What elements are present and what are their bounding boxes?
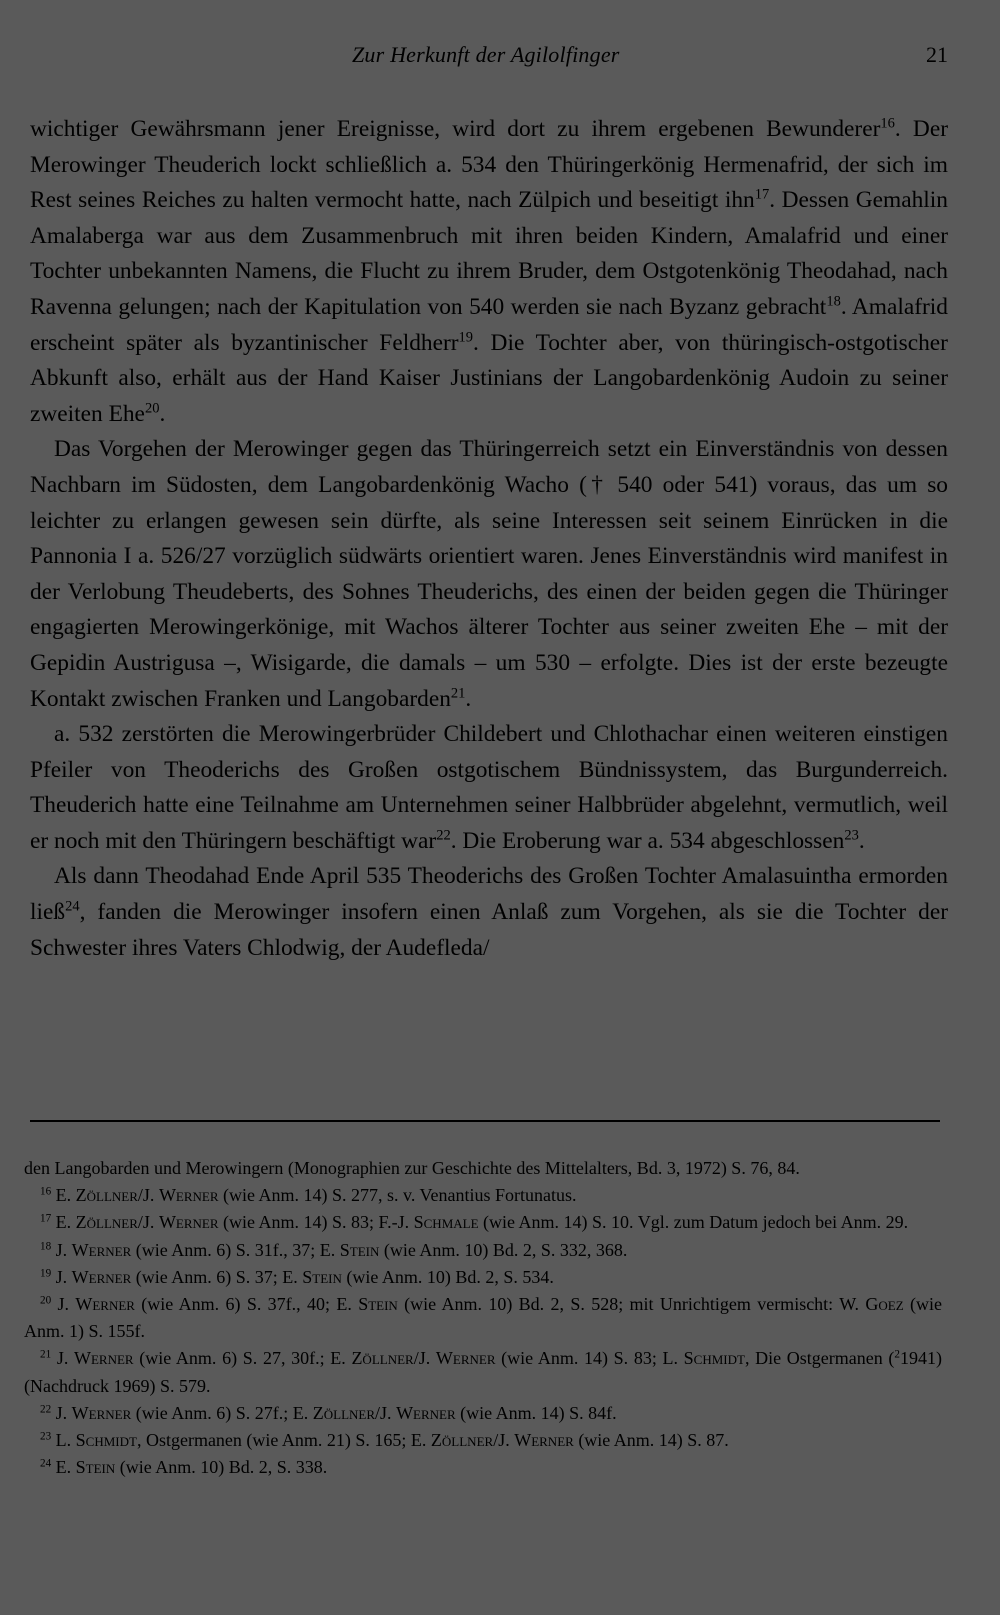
text-run: a. 532 zerstörten die Merowingerbrüder Childebert und Chlothachar einen weiteren einstigen Pfeiler von Theoderichs des Großen ostgotischem Bündnissystem, das Burgunderreich. Theuderich hatte eine Teilnahme am Unternehmen seiner Halbbrüder abgelehnt, vermutlich, weil er noch mit den Thüringern beschäftigt war xyxy=(30,721,948,854)
text-run: (wie Anm. 10) Bd. 2, S. 528; mit Unrichtigem vermischt: W. xyxy=(397,1294,866,1315)
footnote-number: 23 xyxy=(40,1430,52,1443)
text-run: J. xyxy=(55,1239,72,1260)
author-name: Werner xyxy=(74,1348,134,1369)
text-run: . Der Merowinger Theuderich lockt schließlich a. 534 den Thüringerkönig Hermenafrid, der sich im Rest seines Reiches zu halten vermocht hatte, nach Zülpich und beseitigt ihn xyxy=(30,116,948,214)
author-name: Stein xyxy=(302,1266,342,1287)
text-run: , Die Ostgermanen ( xyxy=(744,1348,895,1369)
text-run: . Amalafrid erscheint später als byzantinischer Feldherr xyxy=(30,293,948,356)
text-run: J. xyxy=(55,1266,72,1287)
footnote xyxy=(24,1427,942,1454)
text-run: (wie Anm. 14) S. 10. Vgl. zum Datum jedoch bei Anm. 29. xyxy=(478,1212,909,1233)
footnote-marker: 24 xyxy=(65,898,80,915)
text-run: J. xyxy=(56,1348,74,1369)
footnote-number: 19 xyxy=(40,1267,52,1280)
text-run: (wie Anm. 6) S. 37; E. xyxy=(131,1266,303,1287)
text-run: . xyxy=(858,827,865,854)
paragraph xyxy=(30,112,948,432)
text-run: (wie Anm. 6) S. 37f., 40; E. xyxy=(134,1294,359,1315)
text-run: . Dessen Gemahlin Amalaberga war aus dem Zusammenbruch mit ihren beiden Kindern, Amalafrid und einer Tochter unbekannten Namens, die Flucht zu ihrem Bruder, dem Ostgotenkönig Theodahad, nach Ravenna gelungen; nach der Kapitulation von 540 werden sie nach Byzanz gebracht xyxy=(30,187,948,320)
author-name: Schmidt xyxy=(75,1430,137,1451)
paragraph xyxy=(30,432,948,717)
footnote xyxy=(24,1454,942,1481)
author-name: Werner xyxy=(396,1402,456,1423)
footnote xyxy=(24,1400,942,1427)
footnote-marker: 21 xyxy=(450,684,466,701)
text-run: (wie Anm. 1) S. 155f. xyxy=(24,1294,942,1342)
author-name: Schmidt xyxy=(683,1348,745,1369)
author-name: Zöllner xyxy=(430,1430,494,1451)
text-run: (wie Anm. 14) S. 84f. xyxy=(455,1402,617,1423)
page-number: 21 xyxy=(926,42,948,67)
text-run: , fanden die Merowinger insofern einen Anlaß zum Vorgehen, als sie die Tochter der Schwester ihres Vaters Chlodwig, der Audefleda/ xyxy=(30,899,948,961)
footnote xyxy=(24,1155,942,1182)
text-run: (wie Anm. 14) S. 277, s. v. Venantius Fortunatus. xyxy=(218,1185,577,1206)
footnote-marker: 18 xyxy=(826,293,841,310)
text-run: . xyxy=(159,400,166,427)
text-run: J. xyxy=(57,1294,76,1315)
footnote xyxy=(24,1237,942,1264)
footnote xyxy=(24,1182,942,1209)
footnote-marker: 2 xyxy=(894,1348,900,1361)
footnote xyxy=(24,1291,942,1345)
text-run: (wie Anm. 6) S. 27f.; E. xyxy=(131,1402,313,1423)
text-run: . Die Eroberung war a. 534 abgeschlossen xyxy=(450,827,845,854)
footnote-number: 17 xyxy=(40,1212,52,1225)
author-name: Werner xyxy=(71,1266,132,1287)
author-name: Schmale xyxy=(413,1212,479,1233)
footnote-marker: 20 xyxy=(144,400,160,417)
text-run: (wie Anm. 10) Bd. 2, S. 332, 368. xyxy=(379,1239,628,1260)
footnote-marker: 19 xyxy=(458,328,474,345)
text-run: (wie Anm. 6) S. 31f., 37; E. xyxy=(131,1239,340,1260)
text-run: Das Vorgehen der Merowinger gegen das Thüringerreich setzt ein Einverständnis von dessen Nachbarn im Südosten, dem Langobardenkönig Wacho († 540 oder 541) voraus, das um so leichter zu erlangen gewesen sein dürfte, als seine Interessen seit seinem Einrücken in die Pannonia I a. 526/27 vorzüglich südwärts orientiert waren. Jenes Einverständnis wird manifest in der Verlobung Theudeberts, des Sohnes Theuderichs, des einen der beiden gegen die Thüringer engagierten Merowingerkönige, mit Wachos älterer Tochter aus seiner zweiten Ehe – mit der Gepidin Austrigusa –, Wisigarde, die damals – um 530 – erfolgte. Dies ist der erste bezeugte Kontakt zwischen Franken und Langobarden xyxy=(30,436,948,712)
text-run: /J. xyxy=(413,1348,436,1369)
text-run: 1941) (Nachdruck 1969) S. 579. xyxy=(24,1348,942,1396)
author-name: Zöllner xyxy=(75,1185,138,1206)
text-run: , Ostgermanen (wie Anm. 21) S. 165; E. xyxy=(136,1430,431,1451)
footnote-number: 24 xyxy=(40,1457,52,1470)
text-run: /J. xyxy=(375,1402,397,1423)
text-run: E. xyxy=(55,1212,76,1233)
text-run: wichtiger Gewährsmann jener Ereignisse, wird dort zu ihrem ergebenen Bewunderer xyxy=(30,116,881,142)
text-run: (wie Anm. 14) S. 83; F.-J. xyxy=(218,1212,414,1233)
main-text xyxy=(30,112,948,966)
author-name: Werner xyxy=(514,1430,574,1451)
footnotes xyxy=(24,1155,942,1481)
text-run: /J. xyxy=(137,1212,159,1233)
running-title: Zur Herkunft der Agilolfinger xyxy=(352,42,620,67)
footnote-number: 16 xyxy=(40,1185,52,1198)
text-run: L. xyxy=(55,1430,76,1451)
text-run: (wie Anm. 6) S. 27, 30f.; E. xyxy=(133,1348,352,1369)
author-name: Werner xyxy=(75,1294,135,1315)
author-name: Goez xyxy=(865,1294,904,1315)
footnote xyxy=(24,1264,942,1291)
author-name: Zöllner xyxy=(75,1212,138,1233)
text-run: . Die Tochter aber, von thüringisch-ostgotischer Abkunft also, erhält aus der Hand Kaiser Justinians der Langobardenkönig Audoin zu seiner zweiten Ehe xyxy=(30,329,948,427)
text-run: . xyxy=(465,685,472,712)
text-run: E. xyxy=(55,1185,76,1206)
footnote-number: 20 xyxy=(40,1294,52,1307)
footnote-number: 21 xyxy=(40,1348,52,1361)
footnote xyxy=(24,1345,942,1399)
footnote-separator xyxy=(30,1120,940,1122)
paragraph xyxy=(30,859,948,966)
text-run: J. xyxy=(55,1402,72,1423)
text-run: (wie Anm. 14) S. 87. xyxy=(573,1430,729,1451)
text-run: Als dann Theodahad Ende April 535 Theoderichs des Großen Tochter Amalasuintha ermorden ließ xyxy=(30,863,948,926)
author-name: Werner xyxy=(158,1212,219,1233)
text-run: /J. xyxy=(137,1185,159,1206)
footnote-marker: 16 xyxy=(880,115,895,132)
author-name: Werner xyxy=(158,1185,219,1206)
author-name: Stein xyxy=(358,1294,398,1315)
running-head xyxy=(0,42,1000,76)
author-name: Zöllner xyxy=(351,1348,414,1369)
text-run: (wie Anm. 10) Bd. 2, S. 534. xyxy=(341,1266,554,1287)
author-name: Stein xyxy=(339,1239,380,1260)
author-name: Zöllner xyxy=(312,1402,376,1423)
footnote xyxy=(24,1209,942,1236)
footnote-number: 22 xyxy=(40,1403,52,1416)
author-name: Werner xyxy=(71,1239,132,1260)
footnote-marker: 23 xyxy=(844,827,859,844)
text-run: (wie Anm. 14) S. 83; L. xyxy=(495,1348,684,1369)
text-run: (wie Anm. 10) Bd. 2, S. 338. xyxy=(115,1457,328,1478)
author-name: Werner xyxy=(435,1348,496,1369)
paragraph xyxy=(30,717,948,859)
author-name: Werner xyxy=(71,1402,132,1423)
footnote-marker: 22 xyxy=(436,827,451,844)
footnote-number: 18 xyxy=(40,1239,52,1252)
text-run: E. xyxy=(55,1457,76,1478)
footnote-marker: 17 xyxy=(754,186,770,203)
author-name: Stein xyxy=(75,1457,116,1478)
text-run: /J. xyxy=(493,1430,515,1451)
text-run: den Langobarden und Merowingern (Monographien zur Geschichte des Mittelalters, Bd. 3, 1972) S. 76, 84. xyxy=(24,1158,800,1178)
